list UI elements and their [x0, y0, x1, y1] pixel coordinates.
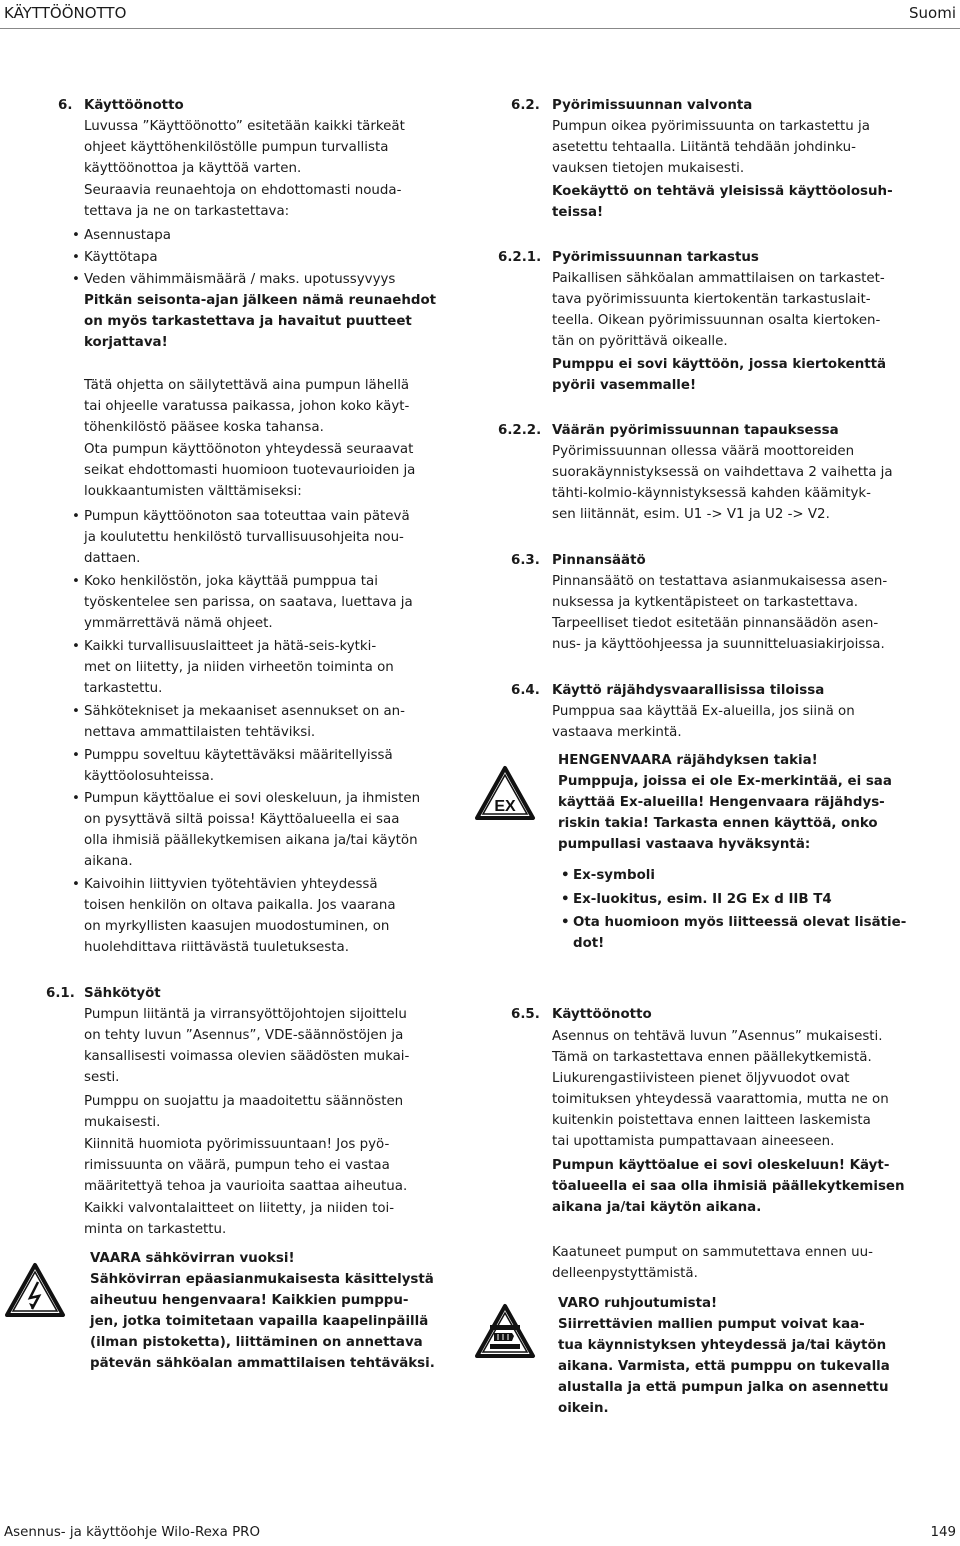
crushing-hazard-icon [474, 1303, 536, 1359]
warning-text: Pitkän seisonta-ajan jälkeen nämä reunaehdot [84, 293, 437, 308]
warning-text: riskin takia! Tarkasta ennen käyttöä, onko [558, 816, 878, 831]
text-line: on myrkyllisten kaasujen muodostuminen, on [84, 919, 390, 934]
explosion-hazard-ex-icon [474, 765, 536, 821]
text-line: Kaikki valvontalaitteet on liitetty, ja niiden toi- [84, 1201, 395, 1216]
text-line: delleenpystyttämistä. [552, 1266, 698, 1281]
section-title: Pyörimissuunnan valvonta [552, 98, 753, 113]
text-line: nuksessa ja kytkentäpisteet on tarkastettava. [552, 595, 859, 610]
ex-label: EX [494, 798, 516, 815]
text-line: käyttöönottoa ja käyttöä varten. [84, 161, 302, 176]
text-line: tai ohjeelle varatussa paikassa, johon koko käyt- [84, 399, 410, 414]
text-line: toimituksen yhteydessä vaarattomia, mutta ne on [552, 1092, 889, 1107]
text-line: Paikallisen sähköalan ammattilaisen on tarkastet- [552, 271, 885, 286]
text-line: Pinnansäätö on testattava asianmukaisessa asen- [552, 574, 888, 589]
header-rule [0, 28, 960, 29]
text-line: kansallisesti voimassa olevien säädösten mukai- [84, 1049, 410, 1064]
warning-title: VAARA sähkövirran vuoksi! [90, 1251, 295, 1266]
section-title: Käyttö räjähdysvaarallisissa tiloissa [552, 683, 825, 698]
warning-title: HENGENVAARA räjähdyksen takia! [558, 753, 818, 768]
text-line: Asennus on tehtävä luvun ”Asennus” mukaisesti. [552, 1029, 883, 1044]
text-line: määritettyä tehoa ja vaurioita saattaa aiheutua. [84, 1179, 408, 1194]
warning-text: Pumpun käyttöalue ei sovi oleskeluun! Käyt- [552, 1158, 890, 1173]
warning-text: (ilman pistoketta), liittäminen on annettava [90, 1335, 423, 1350]
page-number: 149 [930, 1525, 956, 1540]
text-line: tarkastettu. [84, 681, 163, 696]
warning-text: oikein. [558, 1401, 609, 1416]
warning-text: käyttää Ex-alueilla! Hengenvaara räjähdys- [558, 795, 885, 810]
text-line: nus- ja käyttöohjeessa ja suunnitteluasiakirjoissa. [552, 637, 885, 652]
list-item: • Ota huomioon myös liitteessä olevat lisätie- [573, 912, 906, 933]
text-line: Liukurengastiivisteen pienet öljyvuodot ovat [552, 1071, 850, 1086]
text-line: Pumppu on suojattu ja maadoitettu säännösten [84, 1094, 404, 1109]
text-line: Ota pumpun käyttöönoton yhteydessä seuraavat [84, 442, 414, 457]
warning-text: aikana. Varmista, että pumppu on tukevalla [558, 1359, 890, 1374]
list-item: • Koko henkilöstön, joka käyttää pumppua tai [84, 571, 378, 592]
section-title: Pyörimissuunnan tarkastus [552, 250, 759, 265]
text-line: kuitenkin poistettava ennen laitteen laskemista [552, 1113, 871, 1128]
text-line: Pumppua saa käyttää Ex-alueilla, jos siinä on [552, 704, 855, 719]
warning-text: alustalla ja että pumpun jalka on asennettu [558, 1380, 889, 1395]
text-line: huolehdittava riittävästä tuuletuksesta. [84, 940, 349, 955]
text-line: seikat ehdottomasti huomioon tuotevaurioiden ja [84, 463, 416, 478]
text-line: käyttöolosuhteissa. [84, 769, 215, 784]
section-number: 6. [58, 98, 73, 113]
list-item: • Kaikki turvallisuuslaitteet ja hätä-seis-kytki- [84, 636, 376, 657]
section-title: Väärän pyörimissuunnan tapauksessa [552, 423, 839, 438]
list-item: • Asennustapa [84, 225, 171, 246]
warning-text: pyörii vasemmalle! [552, 378, 697, 393]
text-line: ohjeet käyttöhenkilöstölle pumpun turvallista [84, 140, 389, 155]
list-item: • Pumppu soveltuu käytettäväksi määritellyissä [84, 745, 393, 766]
text-line: nettava ammattilaisten tehtäviksi. [84, 725, 316, 740]
text-line: vauksen tietojen mukaisesti. [552, 161, 745, 176]
warning-text: aiheutuu hengenvaara! Kaikkien pumppu- [90, 1293, 409, 1308]
text-line: on tehty luvun ”Asennus”, VDE-säännöstöjen ja [84, 1028, 404, 1043]
section-title: Käyttöönotto [84, 98, 184, 113]
text-line: dot! [573, 936, 605, 951]
text-line: olla ihmisiä päällekytkemisen aikana ja/tai käytön [84, 833, 418, 848]
text-line: dattaen. [84, 551, 141, 566]
warning-text: aikana ja/tai käytön aikana. [552, 1200, 762, 1215]
text-line: vastaava merkintä. [552, 725, 682, 740]
text-line: Seuraavia reunaehtoja on ehdottomasti nouda- [84, 183, 402, 198]
text-line: Luvussa ”Käyttöönotto” esitetään kaikki tärkeät [84, 119, 405, 134]
section-number: 6.2. [511, 98, 540, 113]
text-line: asetettu tehtaalla. Liitäntä tehdään johdinku- [552, 140, 856, 155]
warning-text: korjattava! [84, 335, 168, 350]
warning-text: Koekäyttö on tehtävä yleisissä käyttöolosuh- [552, 184, 893, 199]
section-number: 6.2.2. [498, 423, 542, 438]
list-item: • Sähkötekniset ja mekaaniset asennukset on an- [84, 701, 405, 722]
list-item: • Kaivoihin liittyvien työtehtävien yhteydessä [84, 874, 378, 895]
text-line: on pysyttävä siltä poissa! Käyttöalueella ei saa [84, 812, 400, 827]
text-line: Tarpeelliset tiedot esitetään pinnansäädön asen- [552, 616, 879, 631]
text-line: työskentelee sen parissa, on saatava, luettava ja [84, 595, 413, 610]
text-line: ymmärrettävä nämä ohjeet. [84, 616, 273, 631]
text-line: teella. Oikean pyörimissuunnan osalta kiertoken- [552, 313, 881, 328]
list-item: • Käyttötapa [84, 247, 158, 268]
text-line: Kaatuneet pumput on sammutettava ennen uu- [552, 1245, 873, 1260]
text-line: Pumpun liitäntä ja virransyöttöjohtojen sijoittelu [84, 1007, 407, 1022]
text-line: Tätä ohjetta on säilytettävä aina pumpun lähellä [84, 378, 410, 393]
text-line: toisen henkilön on oltava paikalla. Jos vaarana [84, 898, 396, 913]
warning-text: Siirrettävien mallien pumput voivat kaa- [558, 1317, 865, 1332]
text-line: Tämä on tarkastettava ennen päällekytkemistä. [552, 1050, 872, 1065]
warning-text: pumpullasi vastaava hyväksyntä: [558, 837, 811, 852]
text-line: sen liitännät, esim. U1 -> V1 ja U2 -> V2. [552, 507, 830, 522]
high-voltage-warning-icon [4, 1262, 66, 1318]
warning-text: pätevän sähköalan ammattilaisen tehtäväksi. [90, 1356, 435, 1371]
text-line: aikana. [84, 854, 133, 869]
list-item: • Pumpun käyttöönoton saa toteuttaa vain pätevä [84, 506, 410, 527]
text-line: Kiinnitä huomiota pyörimissuuntaan! Jos pyö- [84, 1137, 390, 1152]
text-line: minta on tarkastettu. [84, 1222, 227, 1237]
section-number: 6.4. [511, 683, 540, 698]
footer-document-title: Asennus- ja käyttöohje Wilo-Rexa PRO [4, 1525, 260, 1540]
section-number: 6.3. [511, 553, 540, 568]
text-line: tettava ja ne on tarkastettava: [84, 204, 290, 219]
text-line: mukaisesti. [84, 1115, 161, 1130]
text-line: ja koulutettu henkilöstö turvallisuusohjeita nou- [84, 530, 404, 545]
warning-text: tua käynnistyksen yhteydessä ja/tai käytön [558, 1338, 887, 1353]
text-line: töhenkilöstö pääsee koska tahansa. [84, 420, 324, 435]
text-line: rimissuunta on väärä, pumpun teho ei vastaa [84, 1158, 390, 1173]
warning-text: jen, jotka toimitetaan vapailla kaapelinpäillä [90, 1314, 429, 1329]
warning-text: Pumppuja, joissa ei ole Ex-merkintää, ei saa [558, 774, 892, 789]
warning-text: on myös tarkastettava ja havaitut puutteet [84, 314, 412, 329]
section-title: Pinnansäätö [552, 553, 646, 568]
warning-text: teissa! [552, 205, 604, 220]
text-line: tähti-kolmio-käynnistyksessä kahden käämityk- [552, 486, 872, 501]
list-item: • Veden vähimmäismäärä / maks. upotussyvyys [84, 269, 395, 290]
text-line: met on liitetty, ja niiden virheetön toiminta on [84, 660, 394, 675]
text-line: suorakäynnistyksessä on vaihdettava 2 vaihetta ja [552, 465, 893, 480]
warning-text: Sähkövirran epäasianmukaisesta käsittelystä [90, 1272, 434, 1287]
warning-text: Pumppu ei sovi käyttöön, jossa kiertokenttä [552, 357, 887, 372]
text-line: tava pyörimissuunta kiertokentän tarkastuslait- [552, 292, 871, 307]
list-item: • Pumpun käyttöalue ei sovi oleskeluun, ja ihmisten [84, 788, 420, 809]
list-item: • Ex-symboli [573, 865, 655, 886]
text-line: sesti. [84, 1070, 120, 1085]
section-number: 6.2.1. [498, 250, 542, 265]
section-title: Käyttöönotto [552, 1007, 652, 1022]
header-chapter: KÄYTTÖÖNOTTO [4, 4, 127, 22]
text-line: Pumpun oikea pyörimissuunta on tarkastettu ja [552, 119, 870, 134]
warning-text: töalueella ei saa olla ihmisiä päällekytkemisen [552, 1179, 905, 1194]
section-number: 6.1. [46, 986, 75, 1001]
header-language: Suomi [909, 4, 956, 22]
list-item: • Ex-luokitus, esim. II 2G Ex d IIB T4 [573, 889, 832, 910]
text-line: tän on pyörittävä oikealle. [552, 334, 728, 349]
text-line: tai upottamista pumpattavaan aineeseen. [552, 1134, 835, 1149]
text-line: loukkaantumisten välttämiseksi: [84, 484, 302, 499]
text-line: Pyörimissuunnan ollessa väärä moottoreiden [552, 444, 855, 459]
section-number: 6.5. [511, 1007, 540, 1022]
warning-title: VARO ruhjoutumista! [558, 1296, 718, 1311]
section-title: Sähkötyöt [84, 986, 161, 1001]
